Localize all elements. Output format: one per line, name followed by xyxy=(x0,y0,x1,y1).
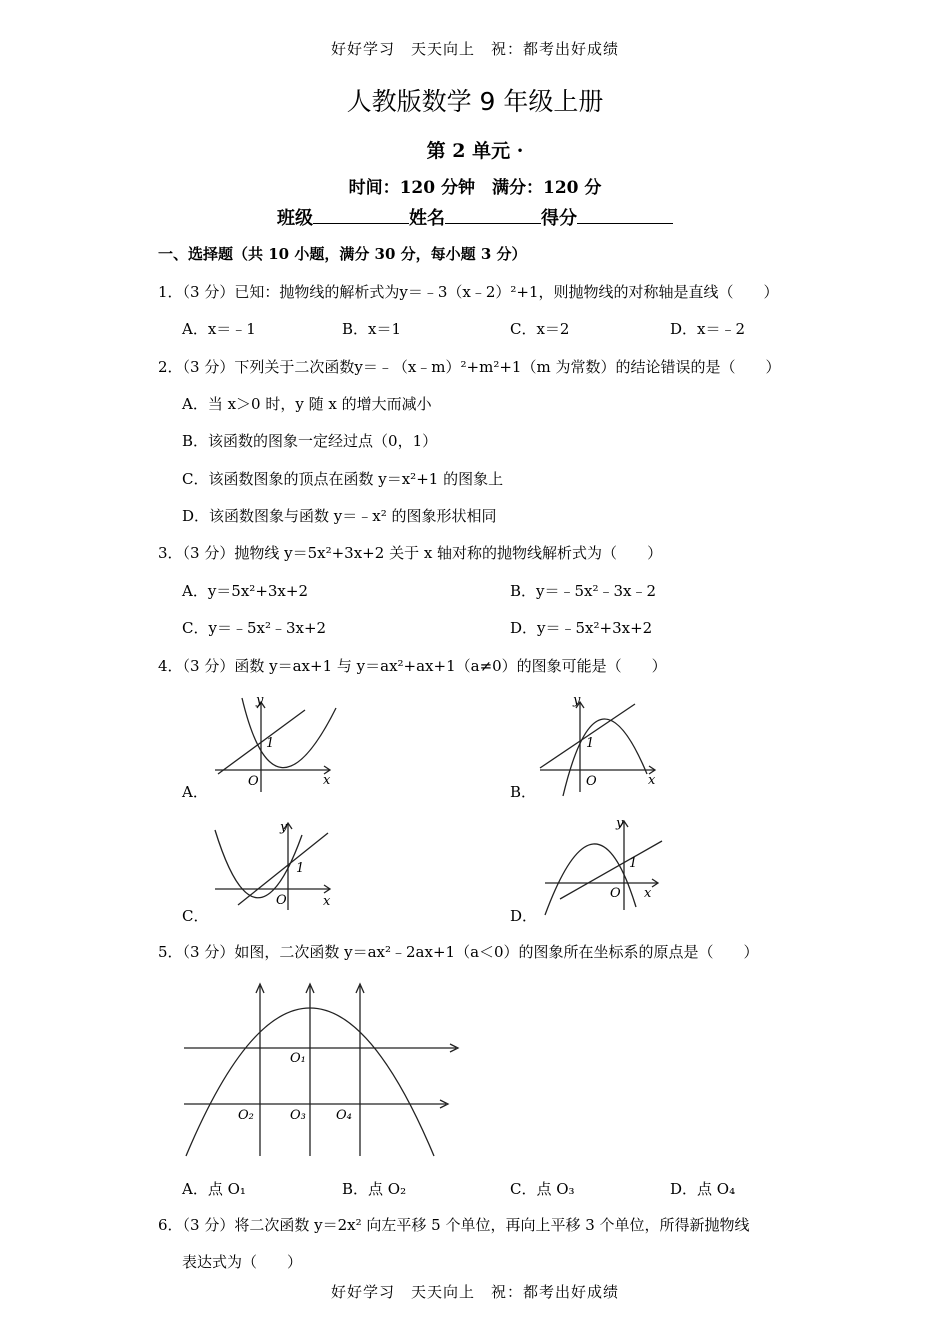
one-label: 1 xyxy=(296,861,305,876)
q5-option-d[interactable]: D．点 O₄ xyxy=(670,1180,736,1198)
parabola-graph xyxy=(242,698,336,768)
x-label: x xyxy=(644,886,652,901)
q2-option-b[interactable]: B．该函数的图象一定经过点（0，1） xyxy=(182,432,438,450)
footer-motto: 好好学习 天天向上 祝：都考出好成绩 xyxy=(330,1283,619,1301)
time-score-meta: 时间：120 分钟 满分：120 分 xyxy=(348,178,602,198)
q1-option-b[interactable]: B．x＝1 xyxy=(342,320,402,338)
q4-graph-b xyxy=(535,690,665,800)
page-title: 人教版数学 9 年级上册 xyxy=(346,87,604,116)
q4-graph-c xyxy=(210,815,340,915)
one-label: 1 xyxy=(266,736,275,751)
q2-stem: 2．（3 分）下列关于二次函数 xyxy=(158,358,355,376)
q5-option-b[interactable]: B．点 O₂ xyxy=(342,1180,407,1198)
q4-option-d[interactable]: D． xyxy=(510,907,538,925)
origin-label: O xyxy=(586,774,597,789)
one-label: 1 xyxy=(586,736,595,751)
q3-option-a[interactable]: A．y＝5x²+3x+2 xyxy=(182,582,309,600)
origin-label: O xyxy=(610,886,621,901)
question-6-line1: 6．（3 分）将二次函数 y＝2x² 向左平移 5 个单位，再向上平移 3 个单位，所得新抛物线 xyxy=(158,1216,750,1234)
q2-expr: y＝﹣（x﹣m）²+m²+1 xyxy=(354,358,522,376)
section-title: 一、选择题（共 10 小题，满分 30 分，每小题 3 分） xyxy=(158,245,527,263)
class-blank[interactable] xyxy=(313,205,409,224)
parabola-graph xyxy=(545,844,636,915)
name-blank[interactable] xyxy=(445,205,541,224)
q2-tail: （m 为常数）的结论错误的是（ ） xyxy=(521,358,781,376)
q5-option-c[interactable]: C．点 O₃ xyxy=(510,1180,575,1198)
question-6-line2: 表达式为（ ） xyxy=(182,1253,303,1271)
question-5: 5．（3 分）如图，二次函数 y＝ax²﹣2ax+1（a＜0）的图象所在坐标系的原点是（ ） xyxy=(158,943,759,961)
q4-option-c[interactable]: C． xyxy=(182,907,209,925)
header-motto: 好好学习 天天向上 祝：都考出好成绩 xyxy=(330,40,619,58)
point-o2-label: O₂ xyxy=(238,1108,254,1123)
score-label: 得分 xyxy=(541,208,577,229)
one-label: 1 xyxy=(629,856,638,871)
q1-option-d[interactable]: D．x＝﹣2 xyxy=(670,320,746,338)
q2-option-c[interactable]: C．该函数图象的顶点在函数 y＝x²+1 的图象上 xyxy=(182,470,504,488)
y-label: y xyxy=(280,820,288,835)
x-label: x xyxy=(648,773,656,788)
q5-diagram xyxy=(180,978,470,1163)
y-label: y xyxy=(616,816,624,831)
question-4: 4．（3 分）函数 y＝ax+1 与 y＝ax²+ax+1（a≠0）的图象可能是（ ） xyxy=(158,657,667,675)
score-blank[interactable] xyxy=(577,205,673,224)
question-3: 3．（3 分）抛物线 y＝5x²+3x+2 关于 x 轴对称的抛物线解析式为（ ） xyxy=(158,544,663,562)
origin-label: O xyxy=(248,774,259,789)
q4-option-a[interactable]: A． xyxy=(182,783,208,801)
parabola-graph xyxy=(563,719,647,796)
q2-option-a[interactable]: A．当 x＞0 时，y 随 x 的增大而减小 xyxy=(182,395,432,413)
q3-option-d[interactable]: D．y＝﹣5x²+3x+2 xyxy=(510,619,653,637)
point-o4-label: O₄ xyxy=(336,1108,352,1123)
question-1 xyxy=(158,281,779,302)
q1-option-c[interactable]: C．x＝2 xyxy=(510,320,570,338)
question-2 xyxy=(158,356,780,377)
q1-stem: 1．（3 分）已知：抛物线的解析式为 xyxy=(158,283,400,301)
point-o3-label: O₃ xyxy=(290,1108,306,1123)
q4-graph-d xyxy=(540,815,670,915)
class-label: 班级 xyxy=(277,208,313,229)
unit-label: 第 2 单元 · xyxy=(426,140,524,162)
q1-expr: y＝﹣3（x﹣2）²+1 xyxy=(399,283,539,301)
q3-option-b[interactable]: B．y＝﹣5x²﹣3x﹣2 xyxy=(510,582,657,600)
x-label: x xyxy=(323,773,331,788)
q4-graph-a xyxy=(210,690,340,800)
y-label: y xyxy=(256,693,264,708)
q1-tail: ，则抛物线的对称轴是直线（ ） xyxy=(538,283,779,301)
q2-option-d[interactable]: D．该函数图象与函数 y＝﹣x² 的图象形状相同 xyxy=(182,507,497,525)
origin-label: O xyxy=(276,893,287,908)
q5-option-a[interactable]: A．点 O₁ xyxy=(182,1180,246,1198)
y-label: y xyxy=(573,693,581,708)
x-label: x xyxy=(323,894,331,909)
q1-option-a[interactable]: A．x＝﹣1 xyxy=(182,320,256,338)
point-o1-label: O₁ xyxy=(290,1051,306,1066)
student-fields xyxy=(0,204,950,230)
q3-option-c[interactable]: C．y＝﹣5x²﹣3x+2 xyxy=(182,619,327,637)
q4-option-b[interactable]: B． xyxy=(510,783,537,801)
name-label: 姓名 xyxy=(409,208,445,229)
